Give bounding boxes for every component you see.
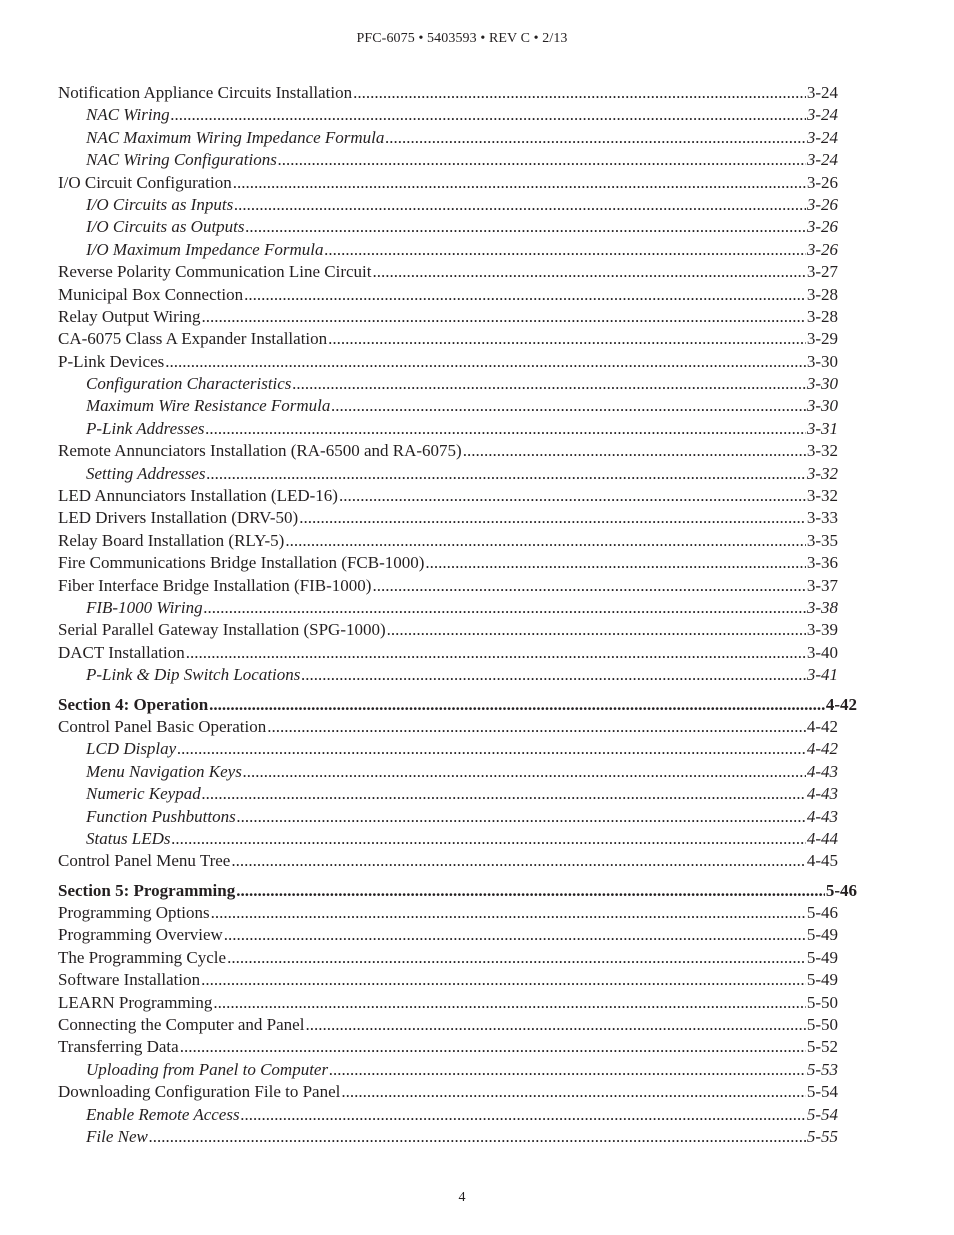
dot-leader bbox=[206, 418, 806, 440]
toc-entry bbox=[58, 597, 838, 619]
table-of-contents bbox=[58, 82, 857, 1148]
toc-entry-page: 5-50 bbox=[806, 1015, 838, 1035]
toc-entry-title: DACT Installation bbox=[58, 642, 185, 662]
dot-leader bbox=[233, 172, 806, 194]
toc-entry bbox=[58, 806, 838, 828]
toc-entry-title: Maximum Wire Resistance Formula bbox=[86, 396, 331, 416]
toc-entry bbox=[58, 902, 838, 924]
toc-entry-title: Menu Navigation Keys bbox=[86, 761, 242, 781]
dot-leader bbox=[339, 485, 806, 507]
dot-leader bbox=[341, 1081, 805, 1103]
toc-entry-title: Connecting the Computer and Panel bbox=[58, 1015, 305, 1035]
toc-entry bbox=[58, 507, 838, 529]
toc-entry bbox=[58, 1126, 838, 1148]
toc-entry bbox=[58, 552, 838, 574]
toc-entry-page: 3-33 bbox=[806, 508, 838, 528]
toc-entry-title: Reverse Polarity Communication Line Circuit bbox=[58, 262, 372, 282]
toc-entry-page: 3-24 bbox=[806, 105, 838, 125]
dot-leader bbox=[237, 806, 806, 828]
toc-section-heading bbox=[58, 880, 857, 902]
dot-leader bbox=[285, 530, 805, 552]
toc-entry-title: Transferring Data bbox=[58, 1037, 179, 1057]
toc-entry-page: 3-37 bbox=[806, 575, 838, 595]
toc-entry-title: P-Link Addresses bbox=[86, 418, 205, 438]
toc-entry-page: 3-27 bbox=[806, 262, 838, 282]
toc-entry-page: 3-24 bbox=[806, 83, 838, 102]
toc-entry bbox=[58, 619, 838, 641]
toc-entry-title: I/O Circuits as Outputs bbox=[86, 217, 245, 237]
toc-entry bbox=[58, 373, 838, 395]
dot-leader bbox=[213, 992, 805, 1014]
toc-entry-page: 5-46 bbox=[825, 880, 857, 900]
page-header: PFC-6075 • 5403593 • REV C • 2/13 bbox=[356, 31, 568, 46]
toc-entry-page: 4-43 bbox=[806, 761, 838, 781]
toc-entry-page: 3-28 bbox=[806, 306, 838, 326]
toc-entry-page: 3-26 bbox=[806, 217, 838, 237]
toc-entry-page: 3-41 bbox=[806, 665, 838, 685]
toc-entry-title: The Programming Cycle bbox=[58, 947, 227, 967]
toc-entry bbox=[58, 104, 838, 126]
toc-entry-title: Configuration Characteristics bbox=[86, 374, 292, 394]
dot-leader bbox=[244, 284, 806, 306]
toc-entry-page: 3-26 bbox=[806, 194, 838, 214]
toc-entry-title: Relay Output Wiring bbox=[58, 306, 201, 326]
toc-entry-title: FIB-1000 Wiring bbox=[86, 597, 203, 617]
toc-entry-page: 3-32 bbox=[806, 441, 838, 461]
toc-entry-title: Function Pushbuttons bbox=[86, 806, 236, 826]
dot-leader bbox=[236, 880, 825, 902]
toc-entry-page: 3-30 bbox=[806, 374, 838, 394]
toc-entry-title: LCD Display bbox=[86, 739, 177, 759]
toc-entry bbox=[58, 351, 838, 373]
dot-leader bbox=[328, 328, 806, 350]
toc-entry-title: Municipal Box Connection bbox=[58, 284, 244, 304]
toc-entry bbox=[58, 149, 838, 171]
toc-entry-title: Section 5: Programming bbox=[58, 880, 236, 900]
toc-entry bbox=[58, 642, 838, 664]
toc-entry bbox=[58, 172, 838, 194]
dot-leader bbox=[177, 738, 806, 760]
toc-entry bbox=[58, 783, 838, 805]
toc-entry-title: Software Installation bbox=[58, 970, 201, 990]
toc-entry bbox=[58, 306, 838, 328]
toc-entry-page: 5-55 bbox=[806, 1126, 838, 1146]
dot-leader bbox=[385, 127, 805, 149]
dot-leader bbox=[224, 924, 806, 946]
dot-leader bbox=[201, 969, 806, 991]
toc-entry bbox=[58, 194, 838, 216]
toc-entry-title: Serial Parallel Gateway Installation (SPG-1000) bbox=[58, 620, 386, 640]
dot-leader bbox=[202, 306, 806, 328]
dot-leader bbox=[209, 694, 825, 716]
dot-leader bbox=[278, 149, 806, 171]
toc-entry-title: CA-6075 Class A Expander Installation bbox=[58, 329, 328, 349]
toc-entry-page: 3-38 bbox=[806, 597, 838, 617]
dot-leader bbox=[186, 642, 806, 664]
toc-entry-page: 4-42 bbox=[806, 716, 838, 736]
toc-section-heading bbox=[58, 694, 857, 716]
toc-entry-page: 4-45 bbox=[806, 851, 838, 871]
toc-entry bbox=[58, 485, 838, 507]
dot-leader bbox=[231, 850, 805, 872]
toc-entry bbox=[58, 850, 838, 872]
toc-entry-page: 5-49 bbox=[806, 925, 838, 945]
toc-entry bbox=[58, 463, 838, 485]
toc-entry bbox=[58, 395, 838, 417]
dot-leader bbox=[292, 373, 805, 395]
toc-entry-title: I/O Maximum Impedance Formula bbox=[86, 239, 324, 259]
toc-entry-page: 4-42 bbox=[825, 694, 857, 714]
toc-entry-title: NAC Wiring Configurations bbox=[86, 150, 277, 170]
dot-leader bbox=[234, 194, 806, 216]
toc-entry bbox=[58, 127, 838, 149]
dot-leader bbox=[373, 261, 806, 283]
toc-entry bbox=[58, 1014, 838, 1036]
dot-leader bbox=[299, 507, 806, 529]
toc-entry-page: 4-42 bbox=[806, 739, 838, 759]
toc-entry-title: File New bbox=[86, 1126, 148, 1146]
toc-entry-page: 5-52 bbox=[806, 1037, 838, 1057]
toc-entry-page: 3-28 bbox=[806, 284, 838, 304]
dot-leader bbox=[149, 1126, 806, 1148]
dot-leader bbox=[202, 783, 806, 805]
dot-leader bbox=[246, 216, 806, 238]
toc-entry-page: 3-26 bbox=[806, 172, 838, 192]
dot-leader bbox=[301, 664, 805, 686]
toc-entry-title: Numeric Keypad bbox=[86, 784, 201, 804]
toc-entry-page: 3-35 bbox=[806, 530, 838, 550]
toc-entry-title: Enable Remote Access bbox=[86, 1104, 240, 1124]
toc-entry-title: Control Panel Menu Tree bbox=[58, 851, 231, 871]
toc-entry-title: Fire Communications Bridge Installation (FCB-1000) bbox=[58, 553, 425, 573]
toc-entry-title: Programming Overview bbox=[58, 925, 223, 945]
toc-entry-title: Relay Board Installation (RLY-5) bbox=[58, 530, 285, 550]
toc-entry bbox=[58, 947, 838, 969]
toc-entry-title: Setting Addresses bbox=[86, 463, 206, 483]
toc-entry-page: 4-44 bbox=[806, 828, 838, 848]
toc-entry-title: NAC Maximum Wiring Impedance Formula bbox=[86, 127, 385, 147]
toc-entry-title: LED Annunciators Installation (LED-16) bbox=[58, 486, 338, 506]
toc-entry bbox=[58, 1059, 838, 1081]
dot-leader bbox=[204, 597, 806, 619]
toc-entry bbox=[58, 82, 838, 104]
toc-entry-title: LED Drivers Installation (DRV-50) bbox=[58, 508, 299, 528]
toc-entry bbox=[58, 575, 838, 597]
dot-leader bbox=[324, 239, 805, 261]
dot-leader bbox=[241, 1104, 806, 1126]
toc-entry bbox=[58, 328, 838, 350]
toc-entry bbox=[58, 716, 838, 738]
toc-entry-title: Fiber Interface Bridge Installation (FIB-1000) bbox=[58, 575, 372, 595]
toc-entry bbox=[58, 738, 838, 760]
dot-leader bbox=[206, 463, 805, 485]
toc-entry-page: 3-32 bbox=[806, 486, 838, 506]
toc-entry-page: 3-31 bbox=[806, 418, 838, 438]
dot-leader bbox=[305, 1014, 805, 1036]
toc-entry-page: 3-40 bbox=[806, 642, 838, 662]
toc-entry-page: 3-29 bbox=[806, 329, 838, 349]
dot-leader bbox=[372, 575, 805, 597]
toc-entry-page: 5-49 bbox=[806, 970, 838, 990]
dot-leader bbox=[387, 619, 806, 641]
toc-entry bbox=[58, 440, 838, 462]
toc-entry-page: 3-32 bbox=[806, 463, 838, 483]
toc-entry-title: P-Link & Dip Switch Locations bbox=[86, 665, 301, 685]
dot-leader bbox=[463, 440, 806, 462]
toc-entry-title: I/O Circuit Configuration bbox=[58, 172, 232, 192]
toc-entry-page: 3-39 bbox=[806, 620, 838, 640]
toc-entry-title: Remote Annunciators Installation (RA-6500 and RA-6075) bbox=[58, 441, 462, 461]
toc-entry-title: Section 4: Operation bbox=[58, 694, 209, 714]
dot-leader bbox=[180, 1036, 806, 1058]
toc-entry-page: 5-46 bbox=[806, 903, 838, 923]
toc-entry-page: 3-30 bbox=[806, 396, 838, 416]
toc-entry bbox=[58, 1036, 838, 1058]
toc-entry-page: 5-50 bbox=[806, 992, 838, 1012]
toc-entry bbox=[58, 418, 838, 440]
toc-entry-page: 4-43 bbox=[806, 806, 838, 826]
toc-entry-title: I/O Circuits as Inputs bbox=[86, 194, 234, 214]
dot-leader bbox=[425, 552, 805, 574]
toc-entry-page: 3-24 bbox=[806, 127, 838, 147]
dot-leader bbox=[211, 902, 806, 924]
toc-entry bbox=[58, 664, 838, 686]
toc-entry-title: Notification Appliance Circuits Installation bbox=[58, 83, 353, 102]
dot-leader bbox=[267, 716, 806, 738]
toc-entry bbox=[58, 761, 838, 783]
toc-entry-page: 5-54 bbox=[806, 1104, 838, 1124]
dot-leader bbox=[243, 761, 806, 783]
dot-leader bbox=[165, 351, 806, 373]
toc-entry bbox=[58, 216, 838, 238]
dot-leader bbox=[331, 395, 805, 417]
toc-entry-page: 5-54 bbox=[806, 1082, 838, 1102]
toc-entry-title: Programming Options bbox=[58, 903, 210, 923]
dot-leader bbox=[227, 947, 806, 969]
toc-entry-title: LEARN Programming bbox=[58, 992, 213, 1012]
toc-entry-title: Uploading from Panel to Computer bbox=[86, 1059, 329, 1079]
toc-entry-title: P-Link Devices bbox=[58, 351, 165, 371]
toc-entry bbox=[58, 261, 838, 283]
toc-entry-title: Downloading Configuration File to Panel bbox=[58, 1082, 341, 1102]
toc-entry bbox=[58, 1081, 838, 1103]
toc-entry bbox=[58, 1104, 838, 1126]
dot-leader bbox=[329, 1059, 806, 1081]
dot-leader bbox=[353, 82, 806, 104]
toc-entry-title: Control Panel Basic Operation bbox=[58, 716, 267, 736]
toc-entry-page: 3-36 bbox=[806, 553, 838, 573]
toc-entry bbox=[58, 284, 838, 306]
toc-entry bbox=[58, 924, 838, 946]
toc-entry-page: 5-49 bbox=[806, 947, 838, 967]
toc-entry-page: 5-53 bbox=[806, 1059, 838, 1079]
dot-leader bbox=[171, 104, 806, 126]
toc-entry bbox=[58, 969, 838, 991]
toc-entry-page: 3-24 bbox=[806, 150, 838, 170]
toc-entry bbox=[58, 530, 838, 552]
toc-entry-page: 3-30 bbox=[806, 351, 838, 371]
toc-entry-title: Status LEDs bbox=[86, 828, 171, 848]
toc-entry-page: 4-43 bbox=[806, 784, 838, 804]
toc-entry-page: 3-26 bbox=[806, 239, 838, 259]
dot-leader bbox=[172, 828, 806, 850]
toc-entry bbox=[58, 992, 838, 1014]
toc-entry bbox=[58, 828, 838, 850]
page-number: 4 bbox=[458, 1190, 466, 1205]
toc-entry bbox=[58, 239, 838, 261]
toc-entry-title: NAC Wiring bbox=[86, 105, 170, 125]
